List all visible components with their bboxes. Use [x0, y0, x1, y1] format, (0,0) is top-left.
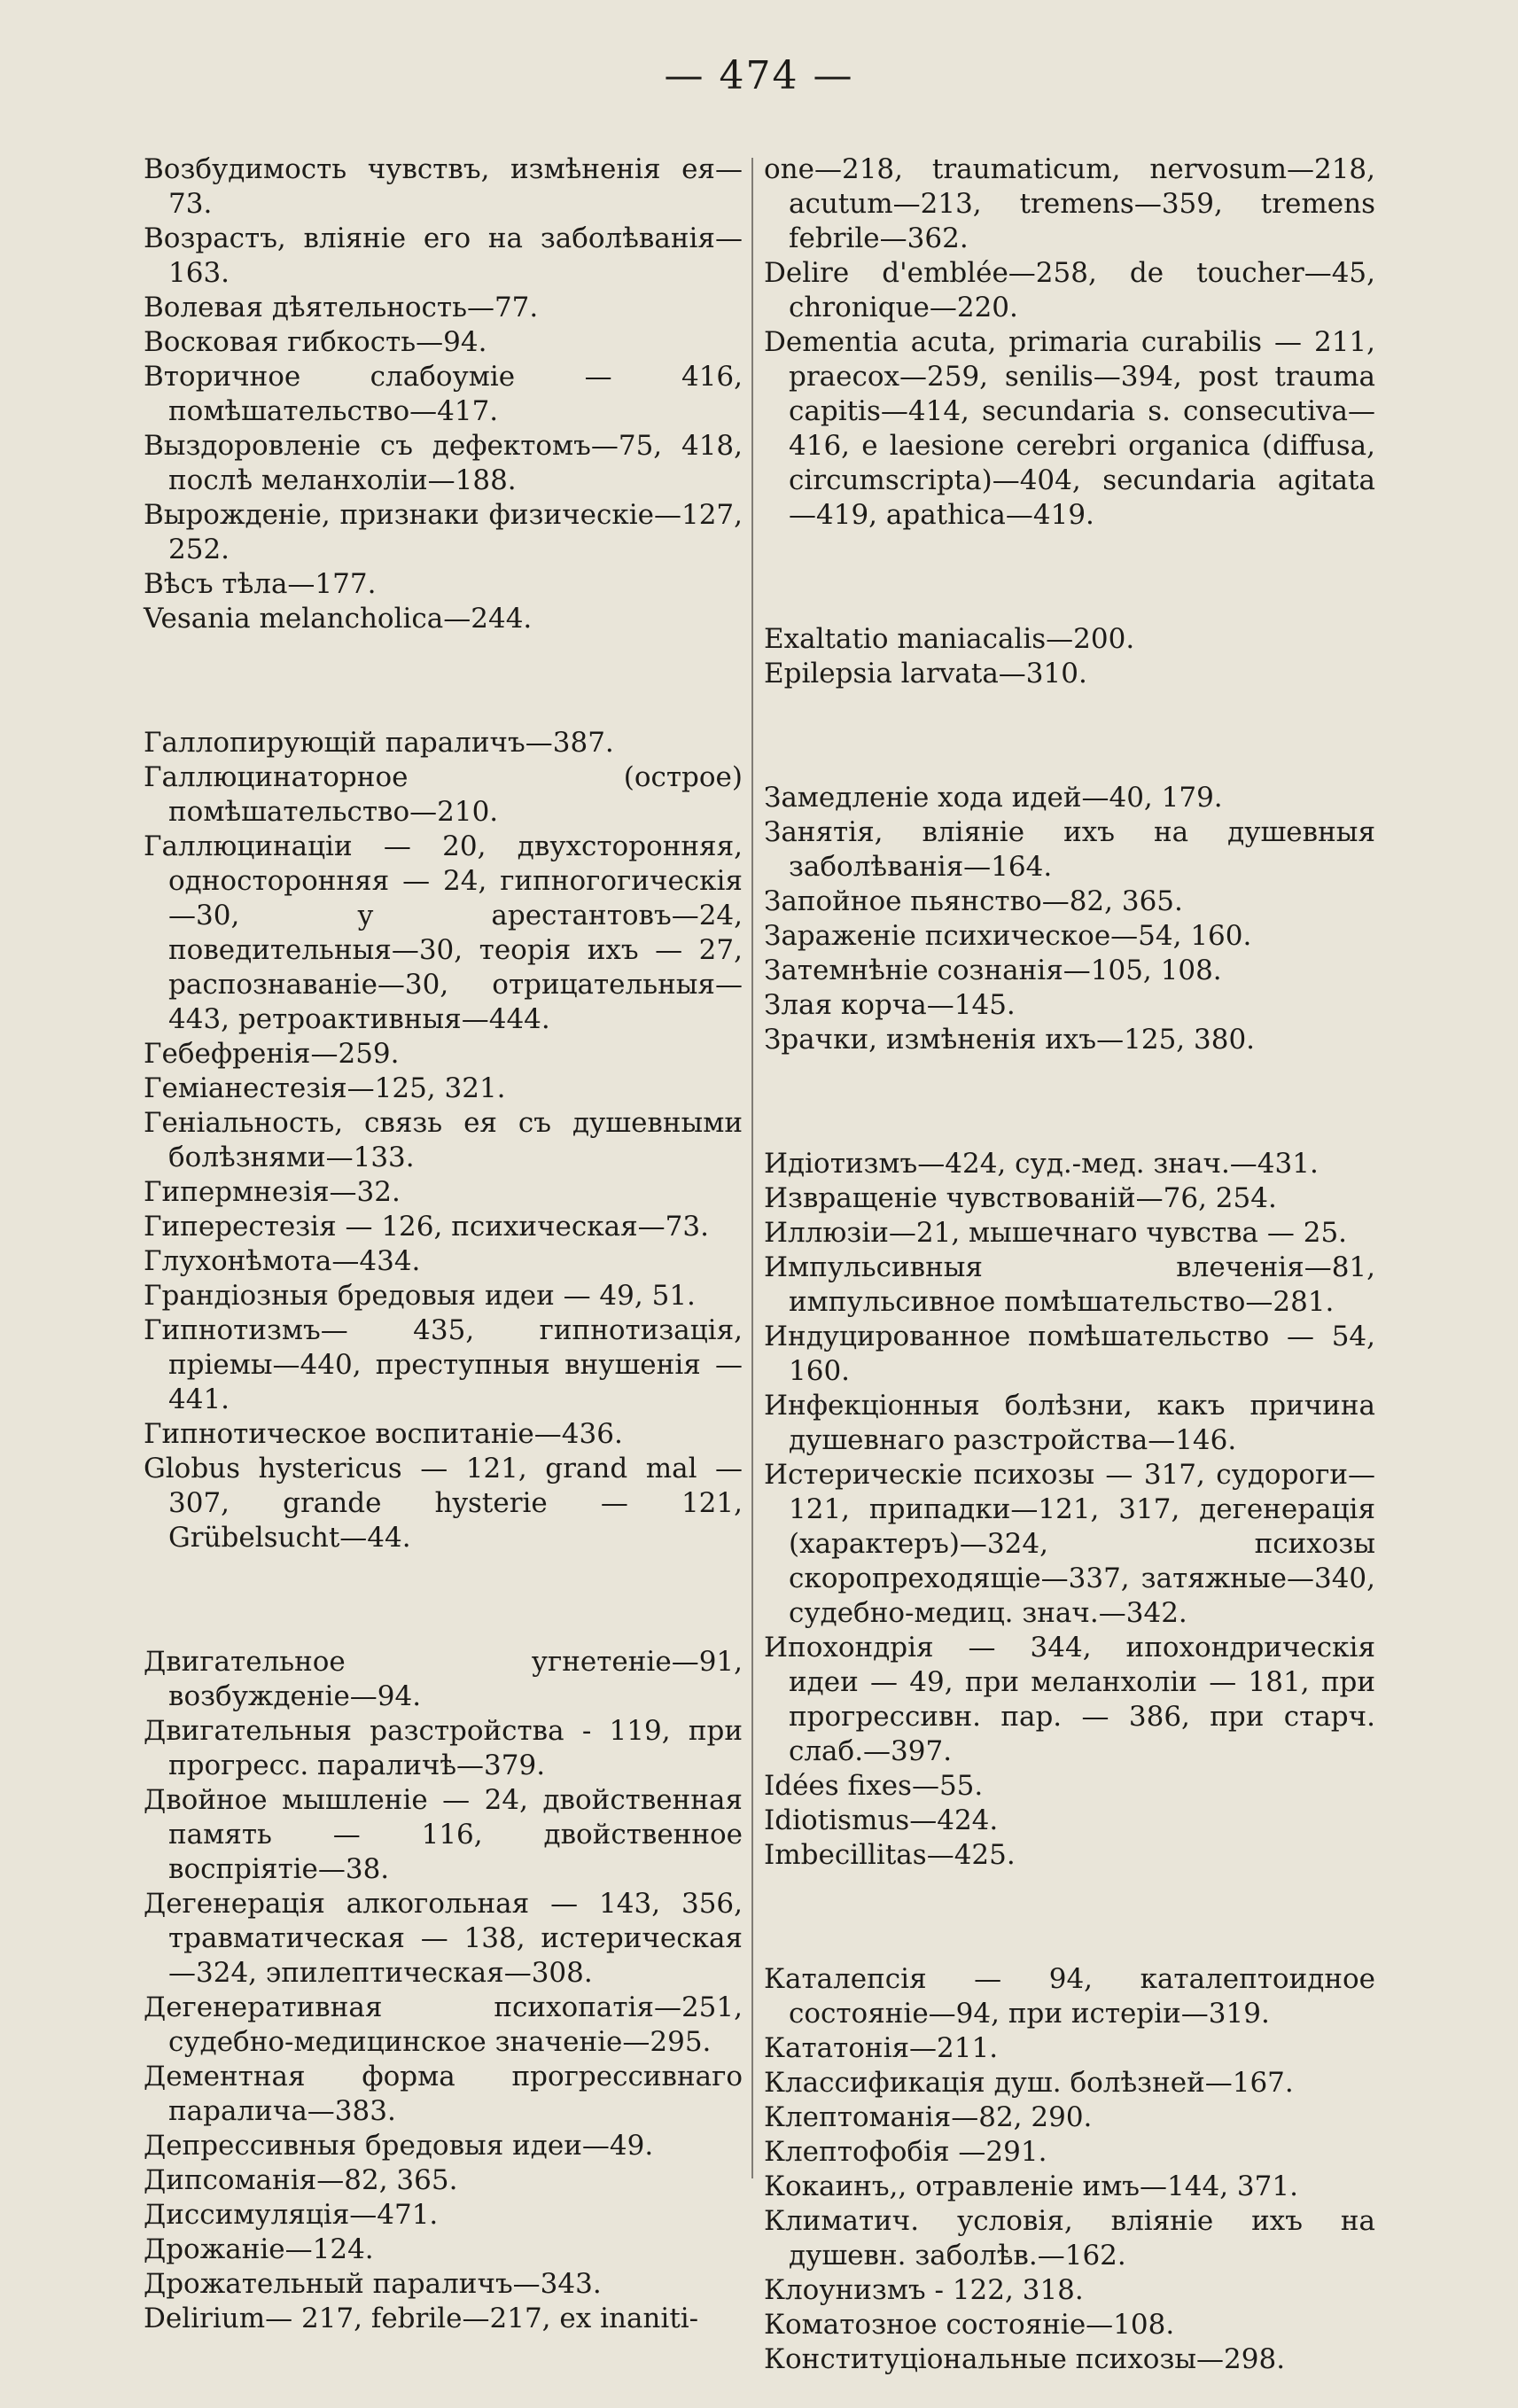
- index-entry: Инфекціонныя болѣзни, какъ причина душевнаго разстройства—146.: [764, 1390, 1375, 1456]
- index-entry: Замедленіе хода идей—40, 179.: [764, 782, 1223, 814]
- index-entry: Индуцированное помѣшательство — 54, 160.: [764, 1321, 1375, 1387]
- index-entry: Вѣсъ тѣла—177.: [144, 568, 377, 600]
- index-entry: Депрессивныя бредовыя идеи—49.: [144, 2130, 654, 2162]
- index-entry: Двойное мышленіе — 24, двойственная память — 116, двойственное воспріятіе—38.: [144, 1784, 743, 1885]
- column-divider: [751, 158, 753, 2178]
- index-entry: Кататонія—211.: [764, 2032, 999, 2064]
- section-gap: [144, 1583, 743, 1617]
- index-entry: Idiotismus—424.: [764, 1804, 999, 1836]
- index-entry: Двигательное угнетеніе—91, возбужденіе—94.: [144, 1646, 743, 1712]
- index-entry: Вторичное слабоуміе — 416, помѣшательство—417.: [144, 361, 743, 427]
- index-entry: Delire d'emblée—258, de toucher—45, chronique—220.: [764, 257, 1375, 323]
- index-entry: Коматозное состояніе—108.: [764, 2309, 1175, 2341]
- index-entry: Дегенеративная психопатія—251, судебно-медицинское значеніе—295.: [144, 1991, 743, 2058]
- index-entry: Геніальность, связь ея съ душевными болѣзнями—133.: [144, 1107, 743, 1173]
- index-entry: Зрачки, измѣненія ихъ—125, 380.: [764, 1024, 1256, 1056]
- index-entry: Гипнотическое воспитаніе—436.: [144, 1418, 623, 1450]
- index-entry: Волевая дѣятельность—77.: [144, 292, 539, 323]
- index-entry: Диссимуляція—471.: [144, 2199, 439, 2231]
- index-entry: Идіотизмъ—424, суд.-мед. знач.—431.: [764, 1148, 1319, 1180]
- index-entry: Климатич. условія, вліяніе ихъ на душевн. заболѣв.—162.: [764, 2205, 1375, 2272]
- index-column-left: [144, 152, 743, 2336]
- index-entry: Ипохондрія — 344, ипохондрическія идеи — 49, при меланхоліи — 181, при прогрессивн. пар. — 386, при старч. слаб.—397.: [764, 1632, 1375, 1767]
- index-entry: Гиперестезія — 126, психическая—73.: [144, 1211, 709, 1243]
- index-entry: Гебефренія—259.: [144, 1038, 400, 1070]
- index-entry: Клоунизмъ - 122, 318.: [764, 2274, 1084, 2306]
- index-entry: Дрожаніе—124.: [144, 2233, 374, 2265]
- index-entry: Извращеніе чувствованій—76, 254.: [764, 1182, 1277, 1214]
- section-gap: [144, 664, 743, 698]
- index-entry: Возбудимость чувствъ, измѣненія ея—73.: [144, 153, 743, 220]
- index-entry: Дементная форма прогрессивнаго паралича—383.: [144, 2061, 743, 2127]
- index-entry: Зараженіе психическое—54, 160.: [764, 920, 1252, 952]
- section-gap: [764, 1900, 1375, 1935]
- index-column-right: [764, 152, 1375, 2377]
- index-entry: Exaltatio maniacalis—200.: [764, 623, 1135, 655]
- index-entry: Vesania melancholica—244.: [144, 603, 533, 635]
- index-entry: Галлюцинаторное (острое) помѣшательство—210.: [144, 761, 743, 828]
- index-entry: Epilepsia larvata—310.: [764, 658, 1087, 690]
- index-entry: Delirium— 217, febrile—217, ex inaniti-: [144, 2303, 699, 2334]
- index-entry: Галлопирующій параличъ—387.: [144, 727, 614, 759]
- index-entry: Выздоровленіе съ дефектомъ—75, 418, послѣ меланхоліи—188.: [144, 430, 743, 496]
- index-entry: Затемнѣніе сознанія—105, 108.: [764, 955, 1222, 986]
- index-entry: Классификація душ. болѣзней—167.: [764, 2067, 1294, 2099]
- index-entry: Imbecillitas—425.: [764, 1839, 1016, 1871]
- section-gap: [764, 719, 1375, 753]
- index-entry: Импульсивныя влеченія—81, импульсивное помѣшательство—281.: [764, 1251, 1375, 1318]
- index-entry: Гипнотизмъ— 435, гипнотизація, пріемы—440, преступныя внушенія — 441.: [144, 1314, 743, 1415]
- index-entry: one—218, traumaticum, nervosum—218, acutum—213, tremens—359, tremens febrile—362.: [764, 153, 1375, 254]
- index-entry: Галлюцинаціи — 20, двухсторонняя, односторонняя — 24, гипногогическія—30, у арестантовъ—24, поведительныя—30, теорія ихъ — 27, распознаваніе—30, отрицательныя—443, ретроактивныя—444.: [144, 830, 743, 1035]
- section-gap: [764, 560, 1375, 595]
- page-number: — 474 —: [664, 53, 854, 98]
- index-entry: Вырожденіе, признаки физическіе—127, 252.: [144, 499, 743, 565]
- index-entry: Кокаинъ,, отравленіе имъ—144, 371.: [764, 2170, 1298, 2202]
- index-entry: Гипермнезія—32.: [144, 1176, 401, 1208]
- index-entry: Дегенерація алкогольная — 143, 356, травматическая — 138, истерическая—324, эпилептическая—308.: [144, 1888, 743, 1989]
- index-entry: Клептоманія—82, 290.: [764, 2101, 1093, 2133]
- index-entry: Idées fixes—55.: [764, 1770, 984, 1802]
- index-entry: Конституціональные психозы—298.: [764, 2343, 1286, 2375]
- index-entry: Истерическіе психозы — 317, судороги—121, припадки—121, 317, дегенерація (характеръ)—324, психозы скоропреходящіе—337, затяжные—340, судебно-медиц. знач.—342.: [764, 1459, 1375, 1629]
- index-entry: Восковая гибкость—94.: [144, 326, 487, 358]
- index-entry: Клептофобія —291.: [764, 2136, 1047, 2168]
- index-entry: Globus hystericus — 121, grand mal — 307, grande hysterie — 121, Grübelsucht—44.: [144, 1453, 743, 1554]
- index-entry: Дрожательный параличъ—343.: [144, 2268, 602, 2300]
- index-entry: Каталепсія — 94, каталептоидное состояніе—94, при истеріи—319.: [764, 1963, 1375, 2030]
- index-entry: Грандіозныя бредовыя идеи — 49, 51.: [144, 1280, 696, 1312]
- index-entry: Занятія, вліяніе ихъ на душевныя заболѣванія—164.: [764, 816, 1375, 883]
- index-entry: Dementia acuta, primaria curabilis — 211, praecox—259, senilis—394, post trauma capitis—414, secundaria s. consecutiva—416, e laesione cerebri organica (diffusa, circumscripta)—404, secundaria agitata—419, apathica—419.: [764, 326, 1375, 531]
- index-entry: Дипсоманія—82, 365.: [144, 2164, 458, 2196]
- index-entry: Глухонѣмота—434.: [144, 1245, 421, 1277]
- index-entry: Иллюзіи—21, мышечнаго чувства — 25.: [764, 1217, 1348, 1249]
- index-entry: Возрастъ, вліяніе его на заболѣванія—163.: [144, 222, 743, 289]
- index-entry: Злая корча—145.: [764, 989, 1016, 1021]
- index-entry: Двигательныя разстройства - 119, при прогресс. параличѣ—379.: [144, 1715, 743, 1781]
- section-gap: [764, 1085, 1375, 1119]
- index-entry: Запойное пьянство—82, 365.: [764, 885, 1183, 917]
- index-entry: Геміанестезія—125, 321.: [144, 1072, 506, 1104]
